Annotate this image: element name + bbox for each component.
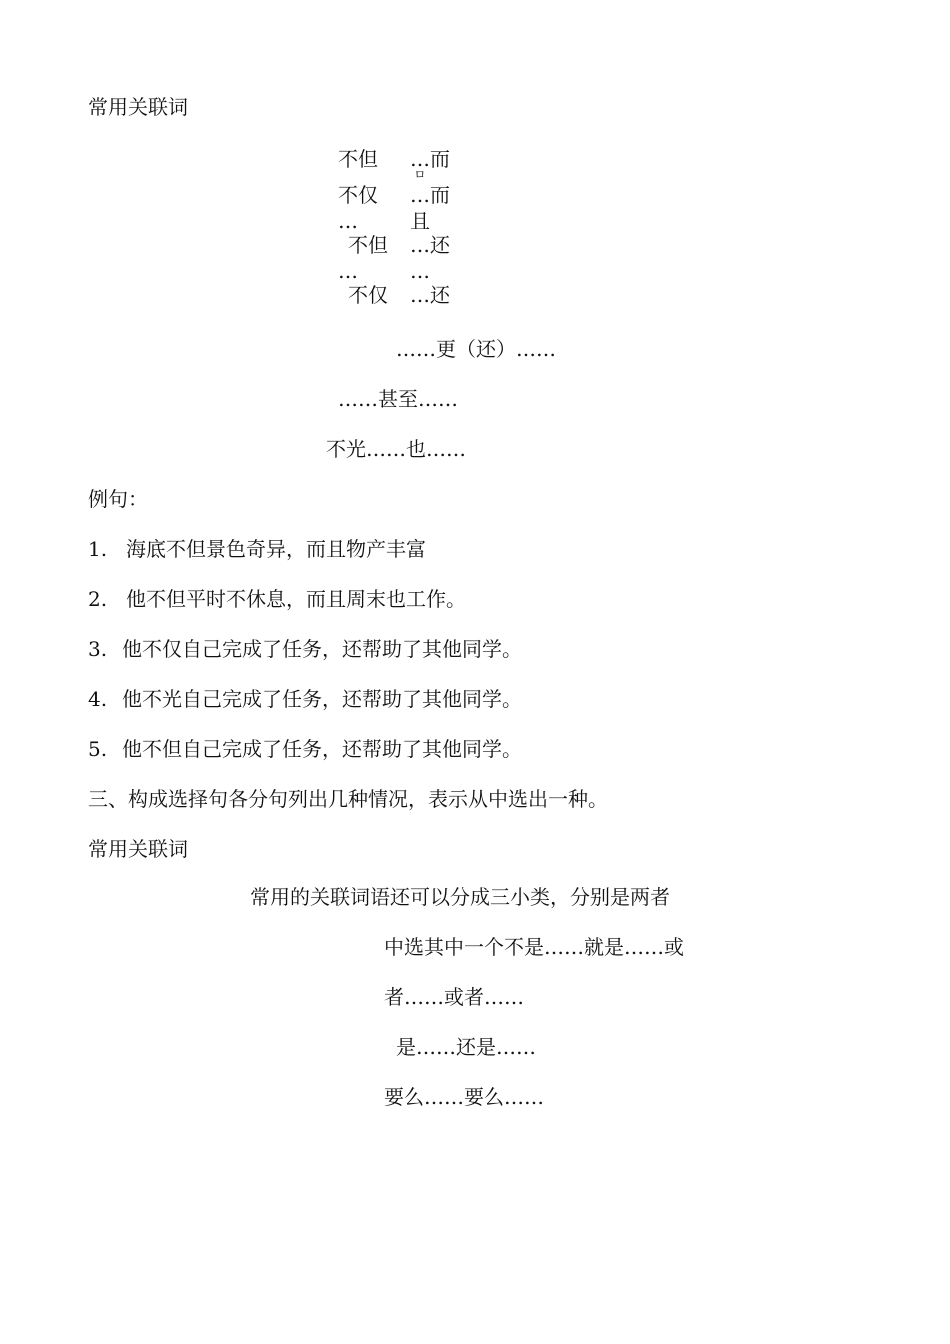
heading-common-conjunctions: 常用关联词: [88, 95, 188, 119]
example-text: 他不光自己完成了任务，还帮助了其他同学。: [122, 687, 522, 711]
example-text: 他不仅自己完成了任务，还帮助了其他同学。: [122, 637, 522, 661]
conjunction-cell: ㅁ: [414, 168, 426, 182]
example-sentence: [88, 686, 522, 712]
conjunction-cell: 不仅: [348, 283, 388, 307]
example-number: 5.: [88, 737, 108, 761]
conjunction-cell: 不但: [348, 233, 388, 257]
section-three-heading: 三、构成选择句各分句列出几种情况，表示从中选出一种。: [88, 787, 608, 811]
choice-line: 中选其中一个不是……就是……或: [384, 935, 684, 959]
example-number: 1.: [88, 537, 108, 561]
conjunction-cell: …: [338, 209, 358, 233]
conjunction-cell: …: [410, 259, 430, 283]
conjunction-line: ……更（还）……: [396, 337, 556, 361]
conjunction-cell: 不但: [338, 147, 378, 171]
example-number: 3.: [88, 637, 108, 661]
example-number: 2.: [88, 587, 108, 611]
conjunction-cell: 不仅: [338, 183, 378, 207]
choice-line: 常用的关联词语还可以分成三小类，分别是两者: [250, 885, 670, 909]
choice-line: 是……还是……: [396, 1035, 536, 1059]
examples-label: 例句：: [88, 487, 148, 511]
example-text: 海底不但景色奇异，而且物产丰富: [126, 537, 426, 561]
heading-common-conjunctions-2: 常用关联词: [88, 837, 188, 861]
example-text: 他不但自己完成了任务，还帮助了其他同学。: [122, 737, 522, 761]
example-sentence: [88, 736, 522, 762]
example-text: 他不但平时不休息，而且周末也工作。: [126, 587, 466, 611]
conjunction-cell: …而: [410, 183, 450, 207]
example-sentence: [88, 536, 426, 562]
conjunction-cell: …还: [410, 283, 450, 307]
choice-line: 要么……要么……: [384, 1085, 544, 1109]
example-number: 4.: [88, 687, 108, 711]
conjunction-cell: 且: [410, 209, 430, 233]
example-sentence: [88, 586, 466, 612]
conjunction-cell: …还: [410, 233, 450, 257]
choice-line: 者……或者……: [384, 985, 524, 1009]
example-sentence: [88, 636, 522, 662]
conjunction-cell: …: [338, 259, 358, 283]
conjunction-line: ……甚至……: [338, 387, 458, 411]
conjunction-line: 不光……也……: [326, 437, 466, 461]
conjunction-cell: …而: [410, 147, 450, 171]
